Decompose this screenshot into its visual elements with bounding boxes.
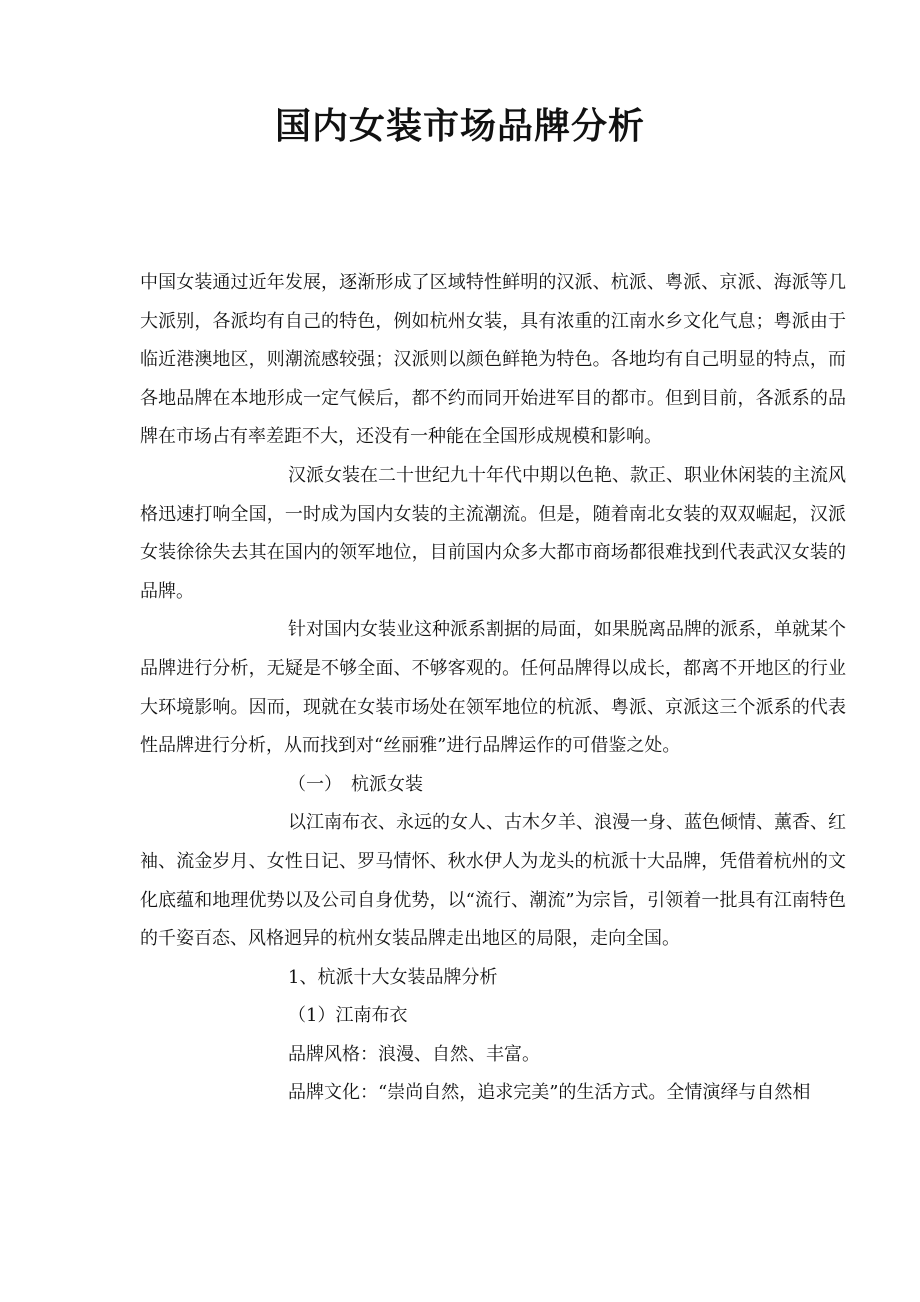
paragraph-regional-overview: 中国女装通过近年发展，逐渐形成了区域特性鲜明的汉派、杭派、粤派、京派、海派等几大派别，各派均有自己的特色，例如杭州女装，具有浓重的江南水乡文化气息；粤派由于临近港澳地区，则潮流感较强；汉派则以颜色鲜艳为特色。各地均有自己明显的特点，而各地品牌在本地形成一定气候后，都不约而同开始进军目的都市。但到目前，各派系的品牌在市场占有率差距不大，还没有一种能在全国形成规模和影响。 (140, 272, 846, 448)
document-body (140, 264, 846, 1113)
paragraph-analysis-approach: 针对国内女装业这种派系割据的局面，如果脱离品牌的派系，单就某个品牌进行分析，无疑是不够全面、不够客观的。任何品牌得以成长，都离不开地区的行业大环境影响。因而，现就在女装市场处在领军地位的杭派、粤派、京派这三个派系的代表性品牌进行分析，从而找到对“丝丽雅”进行品牌运作的可借鉴之处。 (140, 619, 846, 757)
section-heading-hangzhou: （一） 杭派女装 (288, 773, 423, 795)
subheading-jiangnan-buyi: （1）江南布衣 (288, 1005, 408, 1027)
subheading-top-ten-analysis: 1、杭派十大女装品牌分析 (288, 966, 498, 988)
brand-style-line: 品牌风格：浪漫、自然、丰富。 (288, 1043, 540, 1065)
document-title: 国内女装市场品牌分析 (274, 105, 645, 147)
paragraph-hangzhou-brands: 以江南布衣、永远的女人、古木夕羊、浪漫一身、蓝色倾情、薰香、红袖、流金岁月、女性日记、罗马情怀、秋水伊人为龙头的杭派十大品牌，凭借着杭州的文化底蕴和地理优势以及公司自身优势，以“流行、潮流”为宗旨，引领着一批具有江南特色的千姿百态、风格迥异的杭州女装品牌走出地区的局限，走向全国。 (140, 812, 846, 950)
paragraph-han-style: 汉派女装在二十世纪九十年代中期以色艳、款正、职业休闲装的主流风格迅速打响全国，一时成为国内女装的主流潮流。但是，随着南北女装的双双崛起，汉派女装徐徐失去其在国内的领军地位，目前国内众多大都市商场都很难找到代表武汉女装的品牌。 (140, 464, 846, 602)
brand-culture-line: 品牌文化：“崇尚自然，追求完美”的生活方式。全情演绎与自然相 (288, 1082, 811, 1104)
